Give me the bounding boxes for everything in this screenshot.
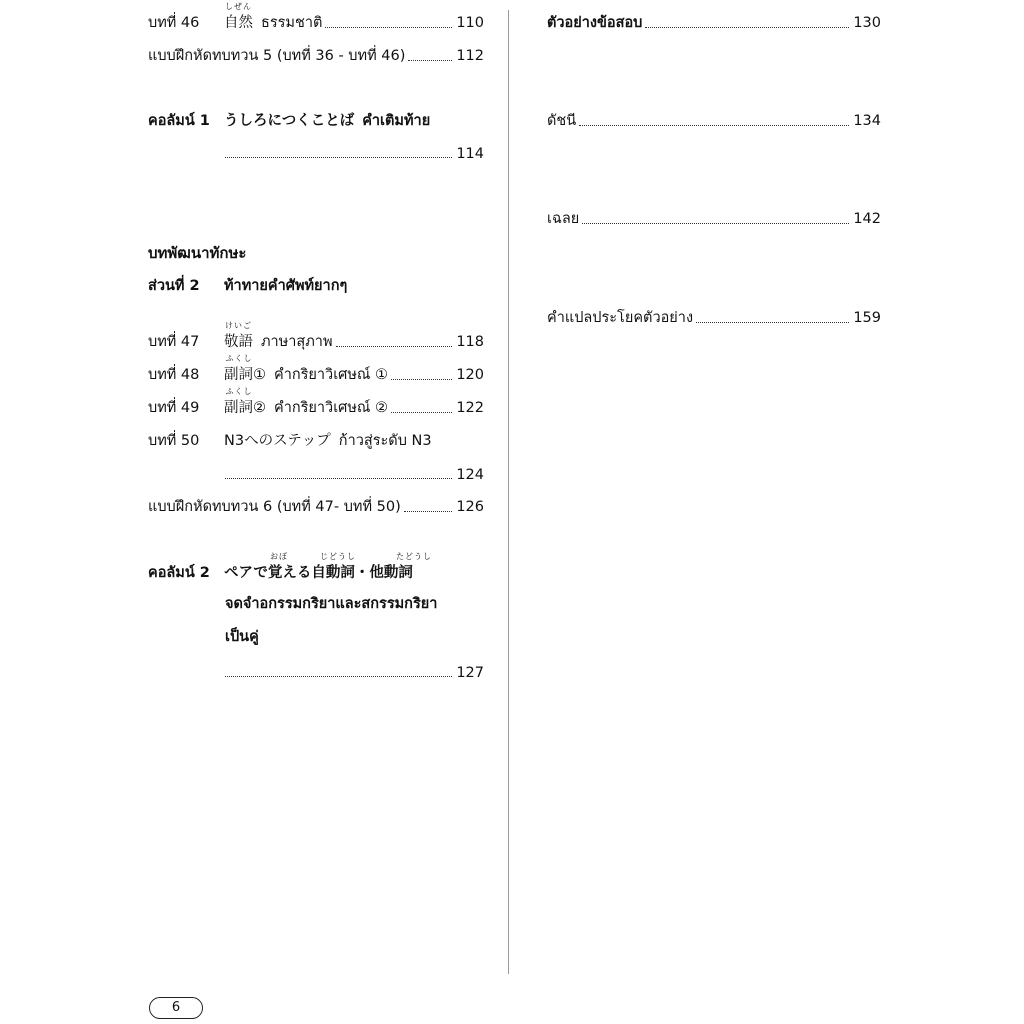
furigana: じどうし	[320, 552, 356, 561]
toc-entry-index[interactable]	[547, 106, 881, 130]
entry-label: บทที่ 50	[148, 433, 200, 449]
entry-label: บทที่ 49	[148, 400, 200, 416]
entry-page: 130	[853, 15, 881, 31]
leader-dots	[336, 345, 453, 347]
leader-dots	[408, 59, 452, 61]
leader-dots	[404, 510, 453, 512]
entry-page: 112	[456, 48, 484, 64]
entry-title: ภาษาสุภาพ	[261, 334, 333, 350]
entry-page: 124	[456, 467, 484, 483]
toc-entry-review-5[interactable]	[148, 41, 484, 65]
entry-title: ตัวอย่างข้อสอบ	[547, 15, 643, 31]
entry-page: 114	[456, 146, 484, 162]
leader-dots	[225, 477, 452, 479]
entry-title: ก้าวสู่ระดับ N3	[338, 433, 432, 449]
entry-page: 126	[456, 499, 484, 515]
toc-entry-sample-test[interactable]	[547, 8, 881, 32]
toc-entry-translation[interactable]	[547, 303, 881, 327]
toc-entry-lesson-48[interactable]	[148, 354, 484, 384]
entry-label: บทที่ 46	[148, 15, 200, 31]
entry-page: 122	[456, 400, 484, 416]
entry-label: คอลัมน์ 2	[148, 565, 210, 581]
furigana: しぜん	[225, 2, 252, 11]
toc-entry-lesson-50-page[interactable]	[225, 459, 484, 483]
toc-entry-lesson-47[interactable]	[148, 321, 484, 351]
entry-title: เฉลย	[547, 211, 580, 227]
leader-dots	[645, 26, 849, 28]
entry-title: แบบฝึกหัดทบทวน 5 (บทที่ 36 - บทที่ 46)	[148, 48, 406, 64]
entry-japanese: うしろにつくことば	[224, 113, 355, 129]
leader-dots	[225, 156, 452, 158]
entry-japanese: おぼ じどうし たどうし ペアで覚える自動詞・他動詞	[224, 552, 432, 581]
furigana: ふくし	[225, 387, 253, 396]
part-heading: บทพัฒนาทักษะ	[148, 244, 247, 262]
entry-page: 118	[456, 334, 484, 350]
toc-entry-lesson-50[interactable]	[148, 426, 484, 450]
entry-title: จดจำอกรรมกริยาและสกรรมกริยา	[225, 596, 438, 612]
leader-dots	[391, 411, 452, 413]
page-number-badge: 6	[149, 997, 203, 1019]
leader-dots	[582, 222, 849, 224]
entry-label: ส่วนที่ 2	[148, 278, 200, 294]
furigana: けいご	[225, 321, 252, 330]
entry-title: คำกริยาวิเศษณ์ ①	[274, 367, 388, 383]
entry-page: 159	[853, 310, 881, 326]
entry-title: คำแปลประโยคตัวอย่าง	[547, 310, 694, 326]
entry-title: เป็นคู่	[225, 629, 259, 645]
column-divider	[508, 10, 509, 974]
entry-title: แบบฝึกหัดทบทวน 6 (บทที่ 47- บทที่ 50)	[148, 499, 401, 515]
entry-japanese: ふくし 副詞②	[224, 387, 266, 416]
toc-entry-column-1[interactable]	[148, 106, 484, 130]
toc-entry-lesson-49[interactable]	[148, 387, 484, 417]
entry-japanese: けいご 敬語	[224, 321, 253, 350]
toc-entry-column-2-line2	[225, 591, 484, 615]
entry-title: คำเติมท้าย	[362, 113, 431, 129]
furigana: ふくし	[225, 354, 253, 363]
entry-label: บทที่ 47	[148, 334, 200, 350]
entry-japanese: N3へのステップ	[224, 433, 331, 449]
toc-entry-column-2-line3	[225, 624, 484, 648]
entry-page: 120	[456, 367, 484, 383]
entry-page: 110	[456, 15, 484, 31]
entry-title: คำกริยาวิเศษณ์ ②	[274, 400, 388, 416]
entry-japanese: ふくし 副詞①	[224, 354, 266, 383]
leader-dots	[696, 321, 849, 323]
toc-entry-column-2-page[interactable]	[225, 657, 484, 681]
leader-dots	[325, 26, 452, 28]
entry-title: ท้าทายคำศัพท์ยากๆ	[224, 278, 348, 294]
toc-entry-answers[interactable]	[547, 204, 881, 228]
leader-dots	[579, 124, 849, 126]
toc-entry-column-2[interactable]	[148, 552, 484, 582]
furigana: たどうし	[396, 552, 432, 561]
entry-japanese: しぜん 自然	[224, 2, 253, 31]
toc-entry-review-6[interactable]	[148, 492, 484, 516]
leader-dots	[225, 675, 452, 677]
entry-page: 127	[456, 665, 484, 681]
toc-entry-column-1-page[interactable]	[225, 138, 484, 162]
entry-page: 142	[853, 211, 881, 227]
entry-label: คอลัมน์ 1	[148, 113, 210, 129]
toc-entry-lesson-46[interactable]	[148, 2, 484, 32]
entry-title: ดัชนี	[547, 113, 577, 129]
entry-page: 134	[853, 113, 881, 129]
leader-dots	[391, 378, 452, 380]
entry-label: บทที่ 48	[148, 367, 200, 383]
entry-title: ธรรมชาติ	[261, 15, 323, 31]
part-2-heading	[148, 271, 484, 295]
furigana: おぼ	[270, 552, 288, 561]
